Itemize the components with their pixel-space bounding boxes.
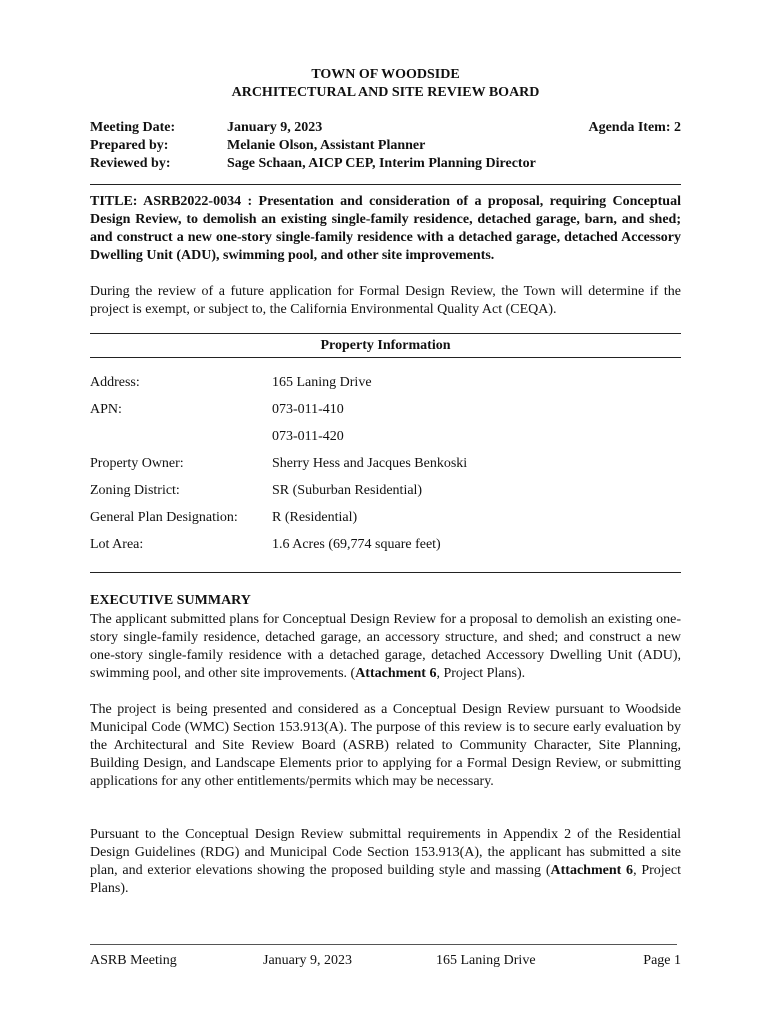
property-label: Lot Area: [90,537,144,552]
property-info-heading: Property Information [320,338,451,353]
reviewed-by-label: Reviewed by: [90,156,171,171]
property-value: Sherry Hess and Jacques Benkoski [272,456,468,471]
divider [90,572,681,573]
page-number: Page 1 [643,953,681,968]
executive-summary-paragraph-1 [90,611,681,683]
divider [90,357,681,358]
property-label: Zoning District: [90,483,180,498]
property-info-table [90,375,681,564]
property-row [90,402,681,429]
paragraph-text: The applicant submitted plans for Conceptual Design Review for a proposal to demolish an existing one-story single-family residence, detached garage, an accessory structure, and shed; and construct a new one-story single-family residence with a detached garage, detached Accessory Dwelling Unit (ADU), swimming pool, and other site improvements. ( [90,612,681,681]
ceqa-note: During the review of a future application for Formal Design Review, the Town will determine if the project is exempt, or subject to, the California Environmental Quality Act (CEQA). [90,284,681,317]
footer-meeting: ASRB Meeting [90,953,177,968]
attachment-reference: Attachment 6 [550,863,634,878]
property-value: R (Residential) [272,510,358,525]
town-name: TOWN OF WOODSIDE [311,67,460,82]
footer-divider [90,944,677,945]
property-row [90,483,681,510]
prepared-by-label: Prepared by: [90,138,169,153]
document-header [90,66,681,102]
reviewed-by-value: Sage Schaan, AICP CEP, Interim Planning Director [227,156,536,171]
paragraph-text: , Project Plans). [90,863,682,896]
divider [90,333,681,334]
footer-date: January 9, 2023 [263,953,353,968]
prepared-by-value: Melanie Olson, Assistant Planner [227,138,426,153]
property-value: SR (Suburban Residential) [272,483,423,498]
executive-summary-paragraph-2: The project is being presented and considered as a Conceptual Design Review pursuant to Woodside Municipal Code (WMC) Section 153.913(A). The purpose of this review is to secure early evaluation by the Architectural and Site Review Board (ASRB) related to Community Character, Site Planning, Building Design, and Landscape Elements prior to applying for a Formal Design Review, or submitting applications for any other entitlements/permits which may be necessary. [90,702,681,789]
property-row [90,456,681,483]
agenda-item: Agenda Item: 2 [588,120,681,135]
property-label: Property Owner: [90,456,184,471]
meeting-date-label: Meeting Date: [90,120,176,135]
paragraph-text: , Project Plans). [436,666,526,681]
divider [90,184,681,185]
property-row [90,375,681,402]
property-label: Address: [90,375,140,390]
footer-address: 165 Laning Drive [436,953,536,968]
board-name: ARCHITECTURAL AND SITE REVIEW BOARD [231,85,540,100]
property-value: 073-011-410 [272,402,344,417]
paragraph-text: Pursuant to the Conceptual Design Review submittal requirements in Appendix 2 of the Residential Design Guidelines (RDG) and Municipal Code Section 153.913(A), the applicant has submitted a site plan, and exterior elevations showing the proposed building style and massing ( [90,827,681,878]
property-row [90,429,681,456]
meeting-meta [90,119,681,173]
item-title: TITLE: ASRB2022-0034 : Presentation and consideration of a proposal, requiring Conceptual Design Review, to demolish an existing single-family residence, detached garage, barn, and shed; and construct a new one-story single-family residence with a detached garage, detached Accessory Dwelling Unit (ADU), swimming pool, and other site improvements. [90,194,681,263]
property-value: 073-011-420 [272,429,344,444]
executive-summary-heading: EXECUTIVE SUMMARY [90,593,251,608]
property-label: General Plan Designation: [90,510,238,525]
property-label: APN: [90,402,122,417]
property-value: 165 Laning Drive [272,375,372,390]
property-value: 1.6 Acres (69,774 square feet) [272,537,441,552]
property-row [90,537,681,564]
property-row [90,510,681,537]
attachment-reference: Attachment 6 [355,666,437,681]
executive-summary-paragraph-3 [90,826,681,898]
meeting-date-value: January 9, 2023 [227,120,323,135]
